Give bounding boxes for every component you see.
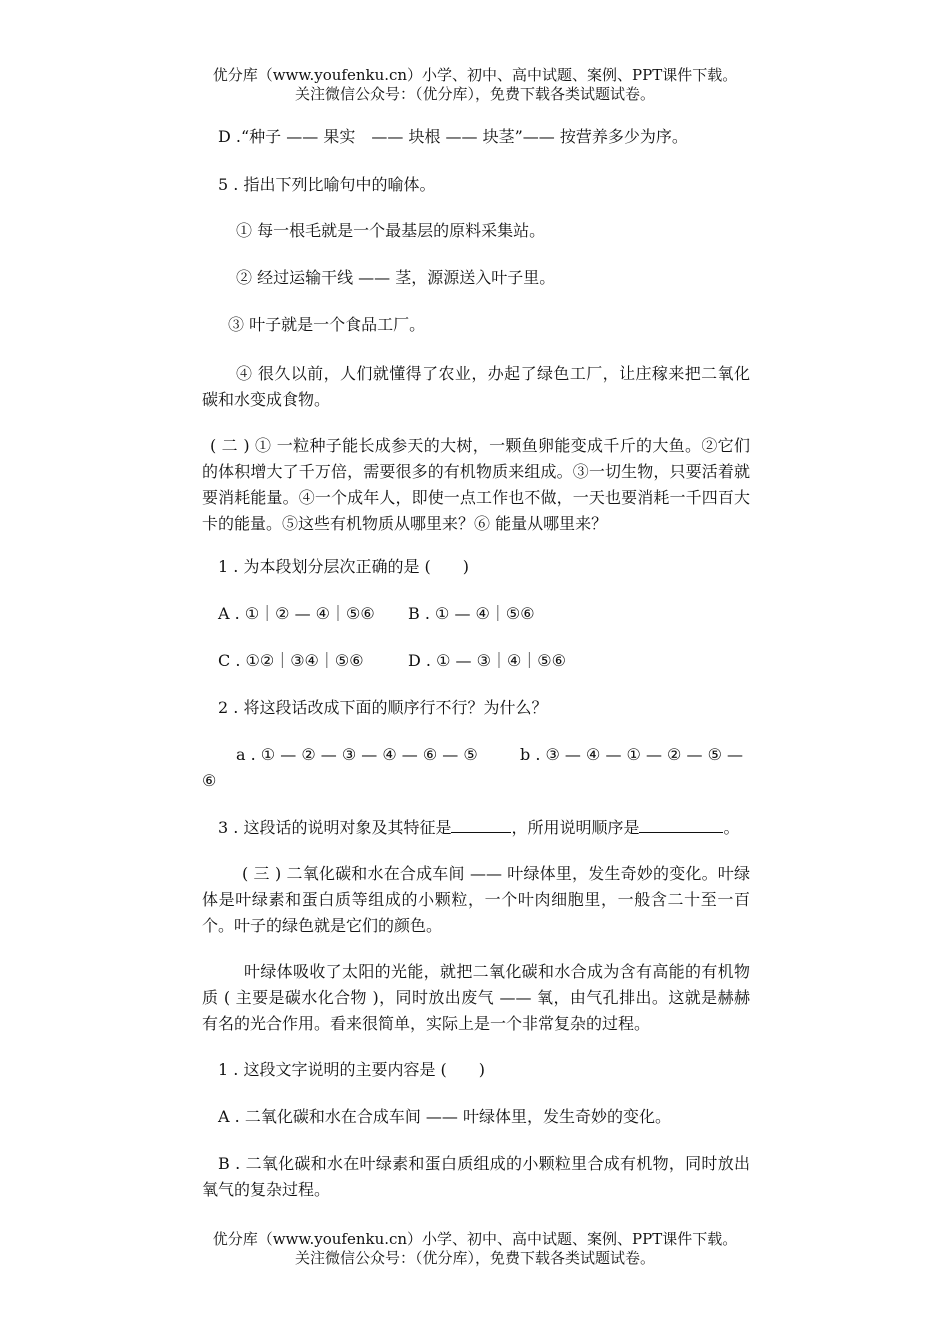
option-b: B . ① — ④｜⑤⑥ [408,604,535,623]
s2-question-1: 1 . 为本段划分层次正确的是 ( ) [218,557,470,576]
section-3-paragraph-2: 叶绿体吸收了太阳的光能，就把二氧化碳和水合成为含有高能的有机物质 ( 主要是碳水化合物 )，同时放出废气 —— 氧，由气孔排出。这就是赫赫有名的光合作用。看来很简单，实际上是一个非常复杂的过程。 [202,962,750,1033]
footer-line-2: 关注微信公众号：（优分库），免费下载各类试题试卷。 [294,1249,655,1267]
s2q3-prefix: 3 . 这段话的说明对象及其特征是 [218,818,452,837]
option-d: D . ① — ③｜④｜⑤⑥ [408,651,566,670]
header-line-1: 优分库（www.youfenku.cn）小学、初中、高中试题、案例、PPT课件下载。 [212,66,738,84]
s2-q1-options-row-1 [218,601,766,627]
s2-question-2: 2 . 将这段话改成下面的顺序行不行？为什么？ [218,698,548,717]
option-c: C . ①②｜③④｜⑤⑥ [218,651,364,670]
metaphor-1: ① 每一根毛就是一个最基层的原料采集站。 [236,221,546,240]
s3-question-1: 1 . 这段文字说明的主要内容是 ( ) [218,1060,486,1079]
s2q3-end: 。 [723,818,740,837]
section-3-paragraph-1: ( 三 ) 二氧化碳和水在合成车间 —— 叶绿体里，发生奇妙的变化。叶绿体是叶绿素和蛋白质等组成的小颗粒，一个叶肉细胞里，一般含二十至一百个。叶子的绿色就是它们的颜色。 [202,864,750,935]
order-b-continued: ⑥ [202,771,217,790]
order-a: a . ① — ② — ③ — ④ — ⑥ — ⑤ [236,745,478,764]
header-line-2: 关注微信公众号：（优分库），免费下载各类试题试卷。 [294,85,655,103]
option-d-text: D .“种子 —— 果实 —— 块根 —— 块茎”—— 按营养多少为序。 [218,127,688,146]
section-2-paragraph: ( 二 ) ① 一粒种子能长成参天的大树，一颗鱼卵能变成千斤的大鱼。②它们的体积增大了千万倍，需要很多的有机物质来组成。③一切生物，只要活着就要消耗能量。④一个成年人，即使一点工作也不做，一天也要消耗一千四百大卡的能量。⑤这些有机物质从哪里来？⑥ 能量从哪里来？ [202,436,750,533]
metaphor-3: ③ 叶子就是一个食品工厂。 [228,315,426,334]
order-b: b . ③ — ④ — ① — ② — ⑤ — [520,745,743,764]
question-5: 5 . 指出下列比喻句中的喻体。 [218,175,436,194]
option-a: A . ①｜② — ④｜⑤⑥ [218,604,375,623]
footer-line-1: 优分库（www.youfenku.cn）小学、初中、高中试题、案例、PPT课件下载。 [212,1230,738,1248]
metaphor-4: ④ 很久以前，人们就懂得了农业，办起了绿色工厂，让庄稼来把二氧化碳和水变成食物。 [202,364,750,409]
s3-option-a: A . 二氧化碳和水在合成车间 —— 叶绿体里，发生奇妙的变化。 [218,1107,671,1126]
page-footer [0,1230,950,1268]
metaphor-2: ② 经过运输干线 —— 茎，源源送入叶子里。 [236,268,556,287]
page-header [0,66,950,104]
answer-blank-object[interactable] [451,816,511,833]
s2-q1-options-row-2 [218,648,766,674]
s2q3-middle: ，所用说明顺序是 [511,818,640,837]
answer-blank-order[interactable] [639,816,723,833]
s2-question-3 [218,815,766,841]
s3-option-b: B . 二氧化碳和水在叶绿素和蛋白质组成的小颗粒里合成有机物，同时放出氧气的复杂过程。 [202,1154,750,1199]
